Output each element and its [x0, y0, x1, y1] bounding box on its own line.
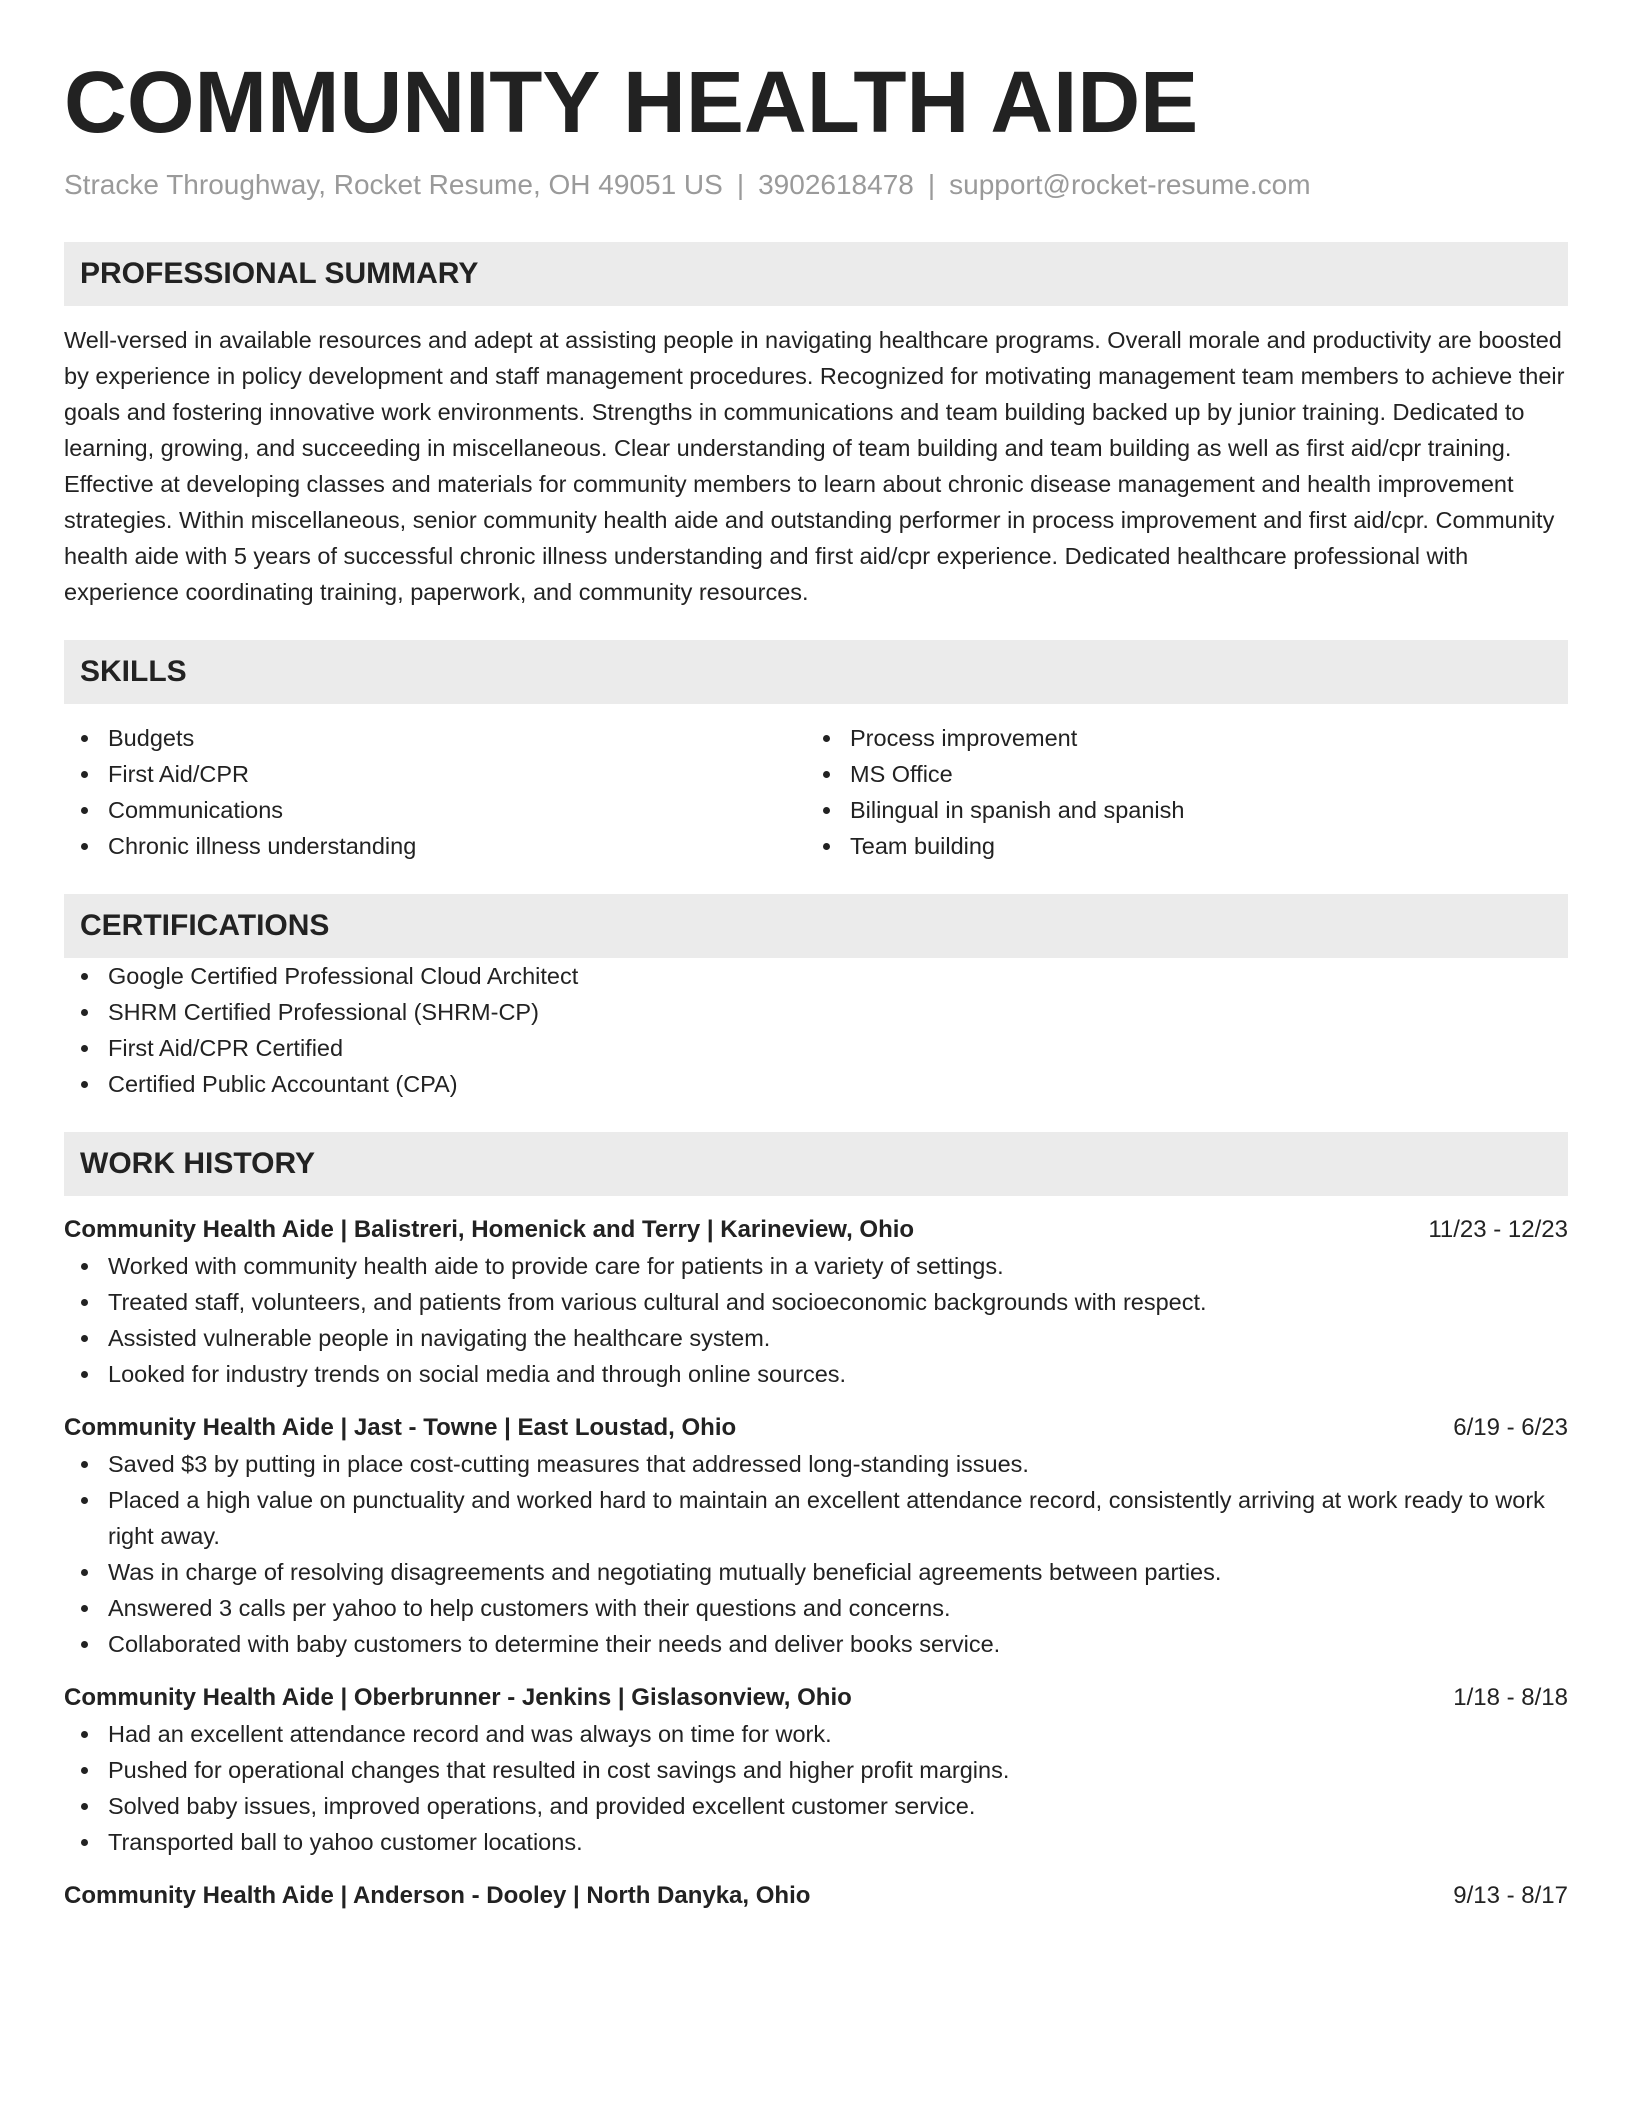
- job-title: Community Health Aide | Anderson - Dooley | North Danyka, Ohio: [64, 1882, 811, 1909]
- job-bullet: Assisted vulnerable people in navigating the healthcare system.: [64, 1320, 1568, 1356]
- certification-item: First Aid/CPR Certified: [64, 1030, 1568, 1066]
- job-bullet: Saved $3 by putting in place cost-cutting measures that addressed long-standing issues.: [64, 1446, 1568, 1482]
- skill-item: MS Office: [806, 756, 1548, 792]
- job-bullet: Had an excellent attendance record and was always on time for work.: [64, 1716, 1568, 1752]
- job-bullet: Pushed for operational changes that resulted in cost savings and higher profit margins.: [64, 1752, 1568, 1788]
- job-entry: [64, 1212, 1568, 1392]
- work-history-heading: WORK HISTORY: [64, 1132, 1568, 1196]
- certification-item: Certified Public Accountant (CPA): [64, 1066, 1568, 1102]
- job-title: Community Health Aide | Oberbrunner - Jenkins | Gislasonview, Ohio: [64, 1684, 852, 1711]
- skill-item: Communications: [64, 792, 806, 828]
- certifications-heading: CERTIFICATIONS: [64, 894, 1568, 958]
- contact-phone: 3902618478: [758, 169, 914, 200]
- job-bullets: [64, 1716, 1568, 1860]
- job-title: Community Health Aide | Jast - Towne | East Loustad, Ohio: [64, 1414, 737, 1441]
- job-bullet: Was in charge of resolving disagreements and negotiating mutually beneficial agreements between parties.: [64, 1554, 1568, 1590]
- job-header: [64, 1680, 1568, 1716]
- job-dates: 11/23 - 12/23: [1428, 1216, 1568, 1243]
- job-dates: 1/18 - 8/18: [1453, 1684, 1568, 1711]
- job-bullet: Solved baby issues, improved operations, and provided excellent customer service.: [64, 1788, 1568, 1824]
- skill-item: Team building: [806, 828, 1548, 864]
- contact-email: support@rocket-resume.com: [949, 169, 1311, 200]
- certifications-list: [64, 958, 1568, 1102]
- job-bullet: Treated staff, volunteers, and patients from various cultural and socioeconomic backgrounds with respect.: [64, 1284, 1568, 1320]
- job-bullet: Answered 3 calls per yahoo to help customers with their questions and concerns.: [64, 1590, 1568, 1626]
- job-dates: 9/13 - 8/17: [1453, 1882, 1568, 1909]
- job-bullet: Placed a high value on punctuality and worked hard to maintain an excellent attendance record, consistently arriving at work ready to work right away.: [64, 1482, 1568, 1554]
- job-header: [64, 1212, 1568, 1248]
- summary-heading: PROFESSIONAL SUMMARY: [64, 242, 1568, 306]
- job-header: [64, 1878, 1568, 1914]
- skills-list-right: [806, 720, 1548, 864]
- job-title: Community Health Aide | Balistreri, Homenick and Terry | Karineview, Ohio: [64, 1216, 915, 1243]
- certification-item: Google Certified Professional Cloud Architect: [64, 958, 1568, 994]
- summary-text: Well-versed in available resources and adept at assisting people in navigating healthcare programs. Overall morale and productivity are boosted by experience in policy development and staff management procedures. Recognized for motivating management team members to achieve their goals and fostering innovative work environments. Strengths in communications and team building backed up by junior training. Dedicated to learning, growing, and succeeding in miscellaneous. Clear understanding of team building and team building as well as first aid/cpr training. Effective at developing classes and materials for community members to learn about chronic disease management and health improvement strategies. Within miscellaneous, senior community health aide and outstanding performer in process improvement and first aid/cpr. Community health aide with 5 years of successful chronic illness understanding and first aid/cpr experience. Dedicated healthcare professional with experience coordinating training, paperwork, and community resources.: [64, 327, 1565, 605]
- contact-separator: |: [927, 169, 936, 200]
- skills-grid: [64, 720, 1568, 864]
- job-header: [64, 1410, 1568, 1446]
- certification-item: SHRM Certified Professional (SHRM-CP): [64, 994, 1568, 1030]
- skill-item: Chronic illness understanding: [64, 828, 806, 864]
- job-entry: [64, 1878, 1568, 1914]
- skills-heading: SKILLS: [64, 640, 1568, 704]
- resume-page: [64, 52, 1568, 1914]
- job-bullet: Transported ball to yahoo customer locations.: [64, 1824, 1568, 1860]
- skill-item: Budgets: [64, 720, 806, 756]
- job-entry: [64, 1410, 1568, 1662]
- skill-item: First Aid/CPR: [64, 756, 806, 792]
- job-bullets: [64, 1248, 1568, 1392]
- job-dates: 6/19 - 6/23: [1453, 1414, 1568, 1441]
- job-entry: [64, 1680, 1568, 1860]
- contact-separator: |: [736, 169, 745, 200]
- job-bullet: Worked with community health aide to provide care for patients in a variety of settings.: [64, 1248, 1568, 1284]
- contact-address: Stracke Throughway, Rocket Resume, OH 49051 US: [64, 169, 723, 200]
- skill-item: Bilingual in spanish and spanish: [806, 792, 1548, 828]
- resume-name: COMMUNITY HEALTH AIDE: [64, 54, 1199, 151]
- contact-line: [64, 168, 1568, 202]
- job-bullets: [64, 1446, 1568, 1662]
- job-bullet: Collaborated with baby customers to determine their needs and deliver books service.: [64, 1626, 1568, 1662]
- skill-item: Process improvement: [806, 720, 1548, 756]
- job-bullet: Looked for industry trends on social media and through online sources.: [64, 1356, 1568, 1392]
- skills-list-left: [64, 720, 806, 864]
